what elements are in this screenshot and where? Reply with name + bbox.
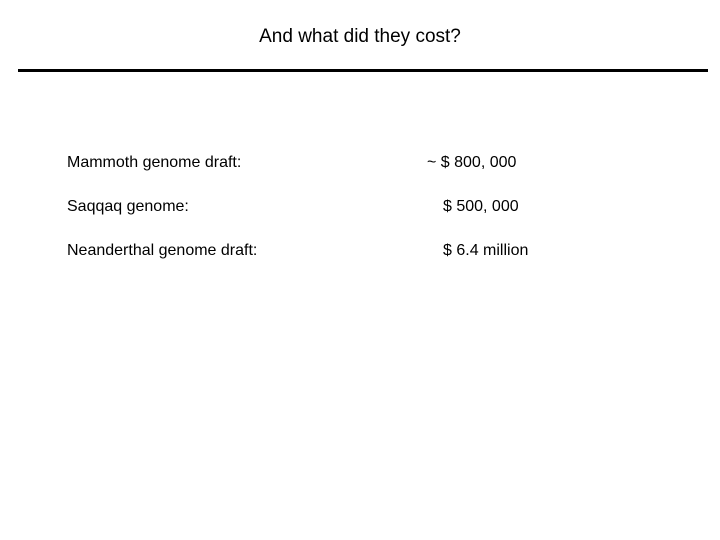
cost-label: Saqqaq genome: [67, 198, 189, 215]
cost-row-mammoth [67, 152, 587, 196]
cost-label: Mammoth genome draft: [67, 154, 242, 171]
cost-value: $ 500, 000 [443, 198, 519, 215]
cost-value: ~ $ 800, 000 [427, 154, 517, 171]
cost-list [67, 152, 587, 284]
cost-value: $ 6.4 million [443, 242, 529, 259]
cost-row-neanderthal [67, 240, 587, 284]
title-divider [18, 69, 708, 72]
cost-label: Neanderthal genome draft: [67, 242, 258, 259]
slide-title: And what did they cost? [259, 26, 461, 47]
cost-row-saqqaq [67, 196, 587, 240]
